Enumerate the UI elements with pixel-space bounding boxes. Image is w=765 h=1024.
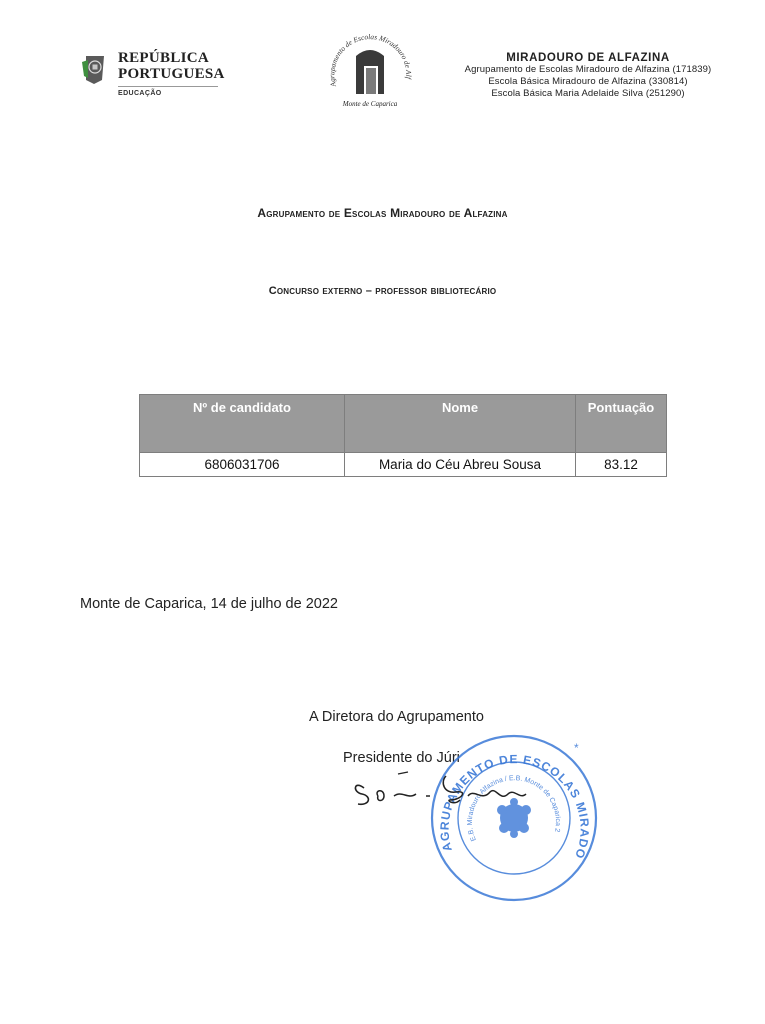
logo-divider [118,86,218,87]
results-table [139,394,667,477]
signatory-title: Presidente do Júri [343,750,460,766]
school-info [432,52,744,100]
handwritten-signature [350,770,555,812]
coat-of-arms-icon [80,54,108,86]
header-candidate-number: Nº de candidato [140,395,345,453]
logo-line-portuguesa: PORTUGUESA [118,66,225,82]
emblem-caption: Monte de Caparica [342,100,398,108]
signatory-role: A Diretora do Agrupamento [309,709,484,725]
header-score: Pontuação [576,395,667,453]
school-name: MIRADOURO DE ALFAZINA [506,52,670,64]
cell-name: Maria do Céu Abreu Sousa [345,453,576,477]
document-org-title: Agrupamento de Escolas Miradouro de Alfazina [257,206,508,220]
logo-line-educacao: EDUCAÇÃO [118,90,162,97]
header-name: Nome [345,395,576,453]
document-contest-title: Concurso externo – professor bibliotecário [268,285,497,297]
school-line-1: Agrupamento de Escolas Miradouro de Alfazina (171839) [464,64,712,75]
svg-text:*: * [574,741,579,755]
official-stamp [424,730,604,906]
cell-candidate-number: 6806031706 [140,453,345,477]
school-line-2: Escola Básica Miradouro de Alfazina (330814) [488,76,688,87]
table-row [140,453,667,477]
stamp-inner-text: E.B. Miradouro Alfazina / E.B. Monte de Caparica 2 [466,775,562,842]
date-line: Monte de Caparica, 14 de julho de 2022 [80,596,338,612]
table-header-row [140,395,667,453]
school-emblem-logo [322,28,418,110]
school-line-3: Escola Básica Maria Adelaide Silva (251290) [491,88,685,99]
republica-portuguesa-logo [80,48,230,100]
cell-score: 83.12 [576,453,667,477]
emblem-ring-text: Agrupamento de Escolas Miradouro de Alf [327,32,414,88]
logo-line-republica: REPÚBLICA [118,50,210,66]
stamp-outer-text: AGRUPAMENTO DE ESCOLAS MIRADO [437,752,592,862]
